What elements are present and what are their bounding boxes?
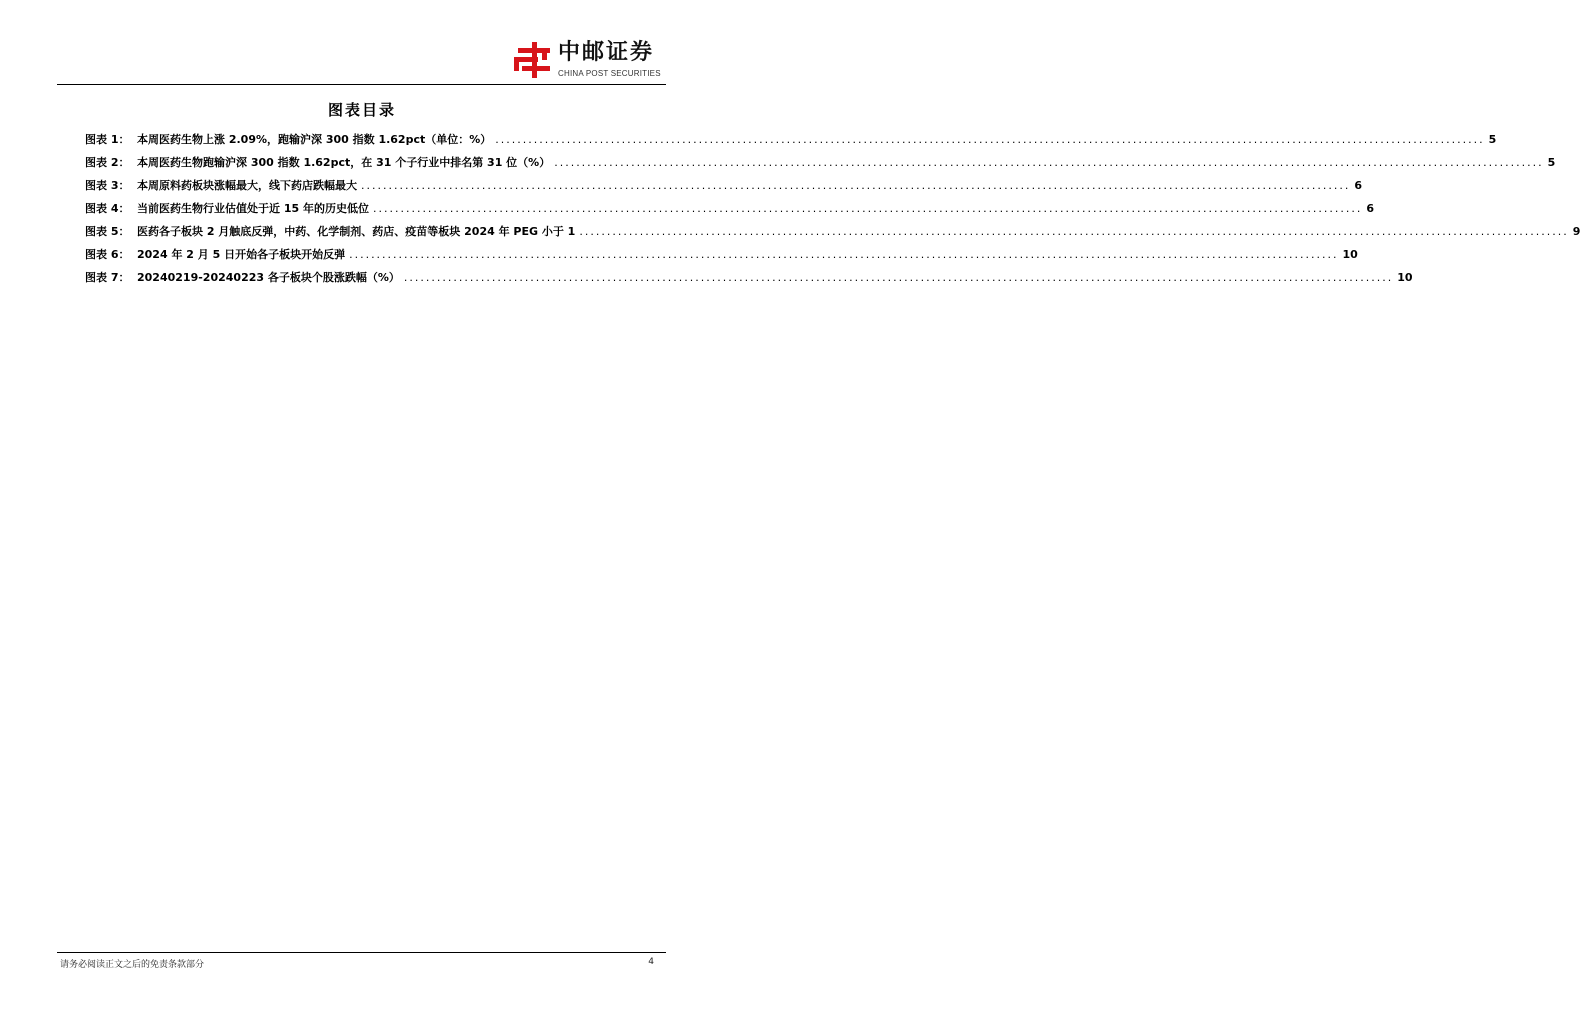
toc-entry-figure-3[interactable]	[85, 177, 1363, 200]
logo-text	[558, 40, 661, 78]
toc-entry-figure-2[interactable]	[85, 154, 1556, 177]
toc-dot-leader	[361, 179, 1350, 192]
toc-dot-leader	[579, 225, 1568, 238]
toc-entry-figure-1[interactable]	[85, 131, 1497, 154]
logo-english-name: CHINA POST SECURITIES	[558, 69, 661, 78]
toc-entry-title: 2024 年 2 月 5 日开始各子板块开始反弹	[137, 248, 346, 261]
toc-entry-page: 9	[1572, 225, 1580, 238]
figure-table-of-contents	[85, 131, 1580, 292]
toc-entry-figure-4[interactable]	[85, 200, 1375, 223]
china-post-logo-icon	[512, 40, 552, 80]
toc-dot-leader	[495, 133, 1484, 146]
toc-entry-title: 本周医药生物跑输沪深 300 指数 1.62pct，在 31 个子行业中排名第 31 位（%）	[137, 156, 551, 169]
logo-chinese-name: 中邮证券	[558, 40, 655, 65]
toc-entry-label: 图表 1：	[85, 133, 130, 146]
toc-dot-leader	[554, 156, 1543, 169]
toc-entry-page: 5	[1547, 156, 1556, 169]
toc-entry-label: 图表 2：	[85, 156, 130, 169]
toc-dot-leader	[349, 248, 1338, 261]
toc-entry-figure-6[interactable]	[85, 246, 1358, 269]
toc-entry-page: 10	[1342, 248, 1358, 261]
header-divider	[57, 84, 666, 85]
brand-logo	[512, 40, 661, 80]
toc-entry-figure-7[interactable]	[85, 269, 1413, 292]
toc-entry-title: 本周原料药板块涨幅最大，线下药店跌幅最大	[137, 179, 357, 192]
footer-divider	[57, 952, 666, 953]
toc-entry-page: 5	[1488, 133, 1497, 146]
toc-entry-page: 6	[1354, 179, 1363, 192]
toc-entry-title: 医药各子板块 2 月触底反弹，中药、化学制剂、药店、疫苗等板块 2024 年 PEG 小于 1	[137, 225, 576, 238]
toc-dot-leader	[404, 271, 1393, 284]
toc-entry-label: 图表 4：	[85, 202, 130, 215]
toc-title: 图表目录	[327, 101, 396, 119]
toc-entry-label: 图表 5：	[85, 225, 130, 238]
toc-entry-title: 当前医药生物行业估值处于近 15 年的历史低位	[137, 202, 369, 215]
toc-entry-page: 10	[1397, 271, 1413, 284]
toc-entry-label: 图表 7：	[85, 271, 130, 284]
toc-entry-figure-5[interactable]	[85, 223, 1580, 246]
footer-disclaimer: 请务必阅读正文之后的免责条款部分	[60, 960, 205, 970]
toc-entry-label: 图表 6：	[85, 248, 130, 261]
toc-dot-leader	[373, 202, 1362, 215]
toc-entry-title: 20240219-20240223 各子板块个股涨跌幅（%）	[137, 271, 400, 284]
page-number: 4	[648, 957, 654, 967]
toc-entry-page: 6	[1366, 202, 1375, 215]
toc-entry-title: 本周医药生物上涨 2.09%，跑输沪深 300 指数 1.62pct（单位：%）	[137, 133, 492, 146]
toc-entry-label: 图表 3：	[85, 179, 130, 192]
